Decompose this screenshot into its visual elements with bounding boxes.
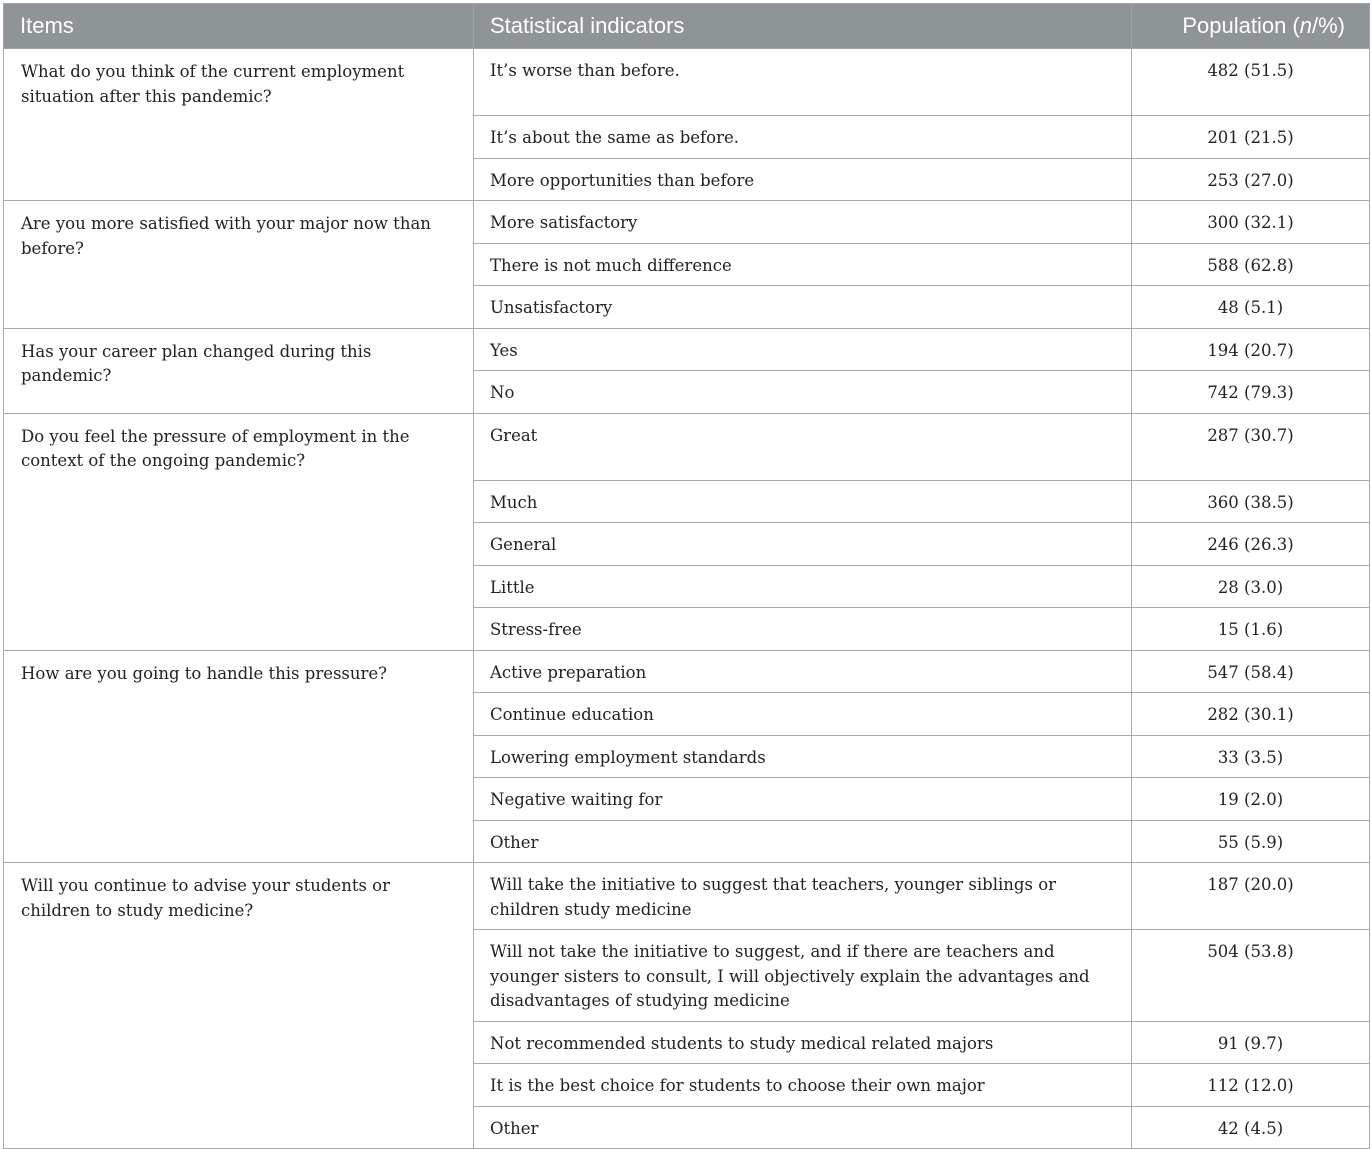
item-question: Has your career plan changed during this pandemic? — [4, 328, 474, 413]
indicator-cell: Other — [474, 1106, 1132, 1149]
header-indicators: Statistical indicators — [474, 4, 1132, 49]
indicator-cell: It’s worse than before. — [474, 49, 1132, 116]
table-row — [4, 863, 1370, 930]
population-cell: 253 (27.0) — [1132, 158, 1370, 201]
population-cell: 588 (62.8) — [1132, 243, 1370, 286]
indicator-cell: Lowering employment standards — [474, 735, 1132, 778]
indicator-cell: Little — [474, 565, 1132, 608]
item-question: How are you going to handle this pressure? — [4, 650, 474, 863]
population-cell: 201 (21.5) — [1132, 116, 1370, 159]
indicator-cell: Continue education — [474, 693, 1132, 736]
population-cell: 287 (30.7) — [1132, 413, 1370, 480]
indicator-cell: More satisfactory — [474, 201, 1132, 244]
indicator-cell: It’s about the same as before. — [474, 116, 1132, 159]
indicator-cell: General — [474, 523, 1132, 566]
population-cell: 187 (20.0) — [1132, 863, 1370, 930]
table-row — [4, 49, 1370, 116]
indicator-cell: Active preparation — [474, 650, 1132, 693]
header-population — [1132, 4, 1370, 49]
population-cell: 246 (26.3) — [1132, 523, 1370, 566]
population-cell: 360 (38.5) — [1132, 480, 1370, 523]
population-cell: 482 (51.5) — [1132, 49, 1370, 116]
indicator-cell: Negative waiting for — [474, 778, 1132, 821]
population-cell: 48 (5.1) — [1132, 286, 1370, 329]
indicator-cell: Unsatisfactory — [474, 286, 1132, 329]
population-cell: 300 (32.1) — [1132, 201, 1370, 244]
population-cell: 15 (1.6) — [1132, 608, 1370, 651]
indicator-cell: Other — [474, 820, 1132, 863]
population-cell: 547 (58.4) — [1132, 650, 1370, 693]
table-header — [4, 4, 1370, 49]
table-row — [4, 201, 1370, 244]
indicator-cell: Will not take the initiative to suggest, and if there are teachers and younger sisters to consult, I will objectively explain the advantages and disadvantages of studying medicine — [474, 930, 1132, 1022]
population-cell: 55 (5.9) — [1132, 820, 1370, 863]
indicator-cell: No — [474, 371, 1132, 414]
item-question: What do you think of the current employment situation after this pandemic? — [4, 49, 474, 201]
table-row — [4, 413, 1370, 480]
population-cell: 91 (9.7) — [1132, 1021, 1370, 1064]
header-population-suffix: /%) — [1312, 13, 1345, 38]
indicator-cell: Will take the initiative to suggest that teachers, younger siblings or children study medicine — [474, 863, 1132, 930]
population-cell: 42 (4.5) — [1132, 1106, 1370, 1149]
population-cell: 194 (20.7) — [1132, 328, 1370, 371]
population-cell: 33 (3.5) — [1132, 735, 1370, 778]
indicator-cell: There is not much difference — [474, 243, 1132, 286]
population-cell: 19 (2.0) — [1132, 778, 1370, 821]
indicator-cell: Much — [474, 480, 1132, 523]
population-cell: 28 (3.0) — [1132, 565, 1370, 608]
indicator-cell: Stress-free — [474, 608, 1132, 651]
population-cell: 112 (12.0) — [1132, 1064, 1370, 1107]
table-row — [4, 328, 1370, 371]
item-question: Are you more satisfied with your major now than before? — [4, 201, 474, 329]
item-question: Will you continue to advise your students or children to study medicine? — [4, 863, 474, 1149]
indicator-cell: Yes — [474, 328, 1132, 371]
table-body — [4, 49, 1370, 1149]
survey-table — [3, 3, 1370, 1149]
population-cell: 282 (30.1) — [1132, 693, 1370, 736]
indicator-cell: More opportunities than before — [474, 158, 1132, 201]
indicator-cell: It is the best choice for students to choose their own major — [474, 1064, 1132, 1107]
table-row — [4, 650, 1370, 693]
population-cell: 504 (53.8) — [1132, 930, 1370, 1022]
header-items: Items — [4, 4, 474, 49]
header-row — [4, 4, 1370, 49]
header-population-prefix: Population ( — [1182, 13, 1300, 38]
header-population-n: n — [1299, 13, 1312, 38]
indicator-cell: Great — [474, 413, 1132, 480]
indicator-cell: Not recommended students to study medical related majors — [474, 1021, 1132, 1064]
population-cell: 742 (79.3) — [1132, 371, 1370, 414]
item-question: Do you feel the pressure of employment in the context of the ongoing pandemic? — [4, 413, 474, 650]
